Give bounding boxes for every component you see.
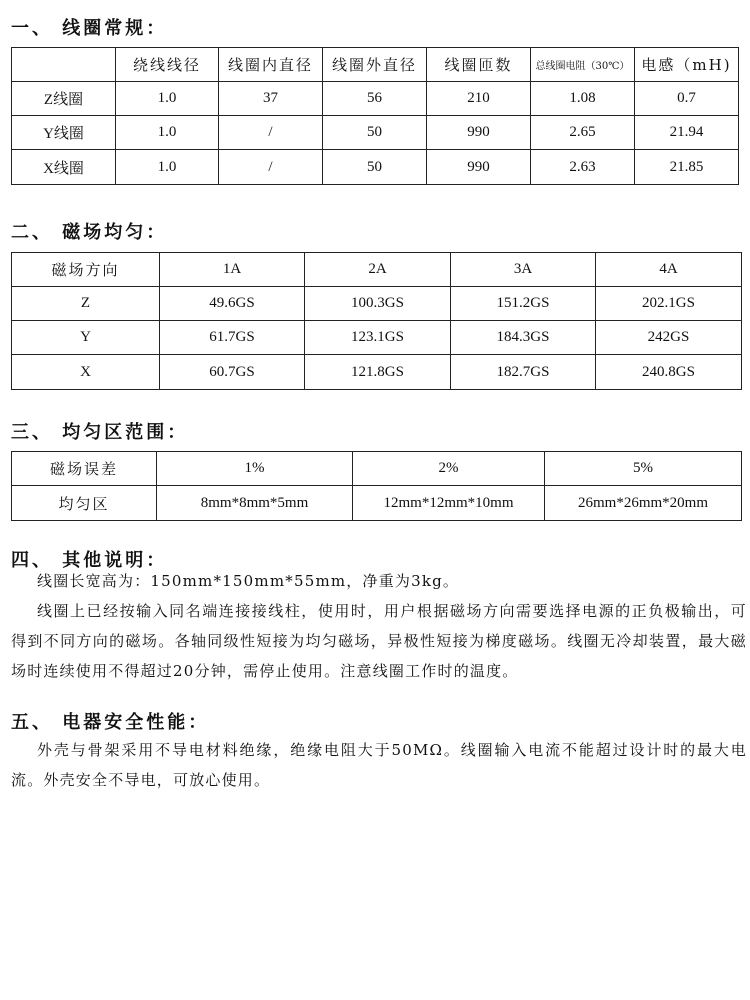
column-header: 线圈内直径: [219, 48, 323, 82]
other-notes: [11, 566, 747, 686]
paragraph: 线圈上已经按输入同名端连接接线柱，使用时，用户根据磁场方向需要选择电源的正负极输出，可得到不同方向的磁场。各轴同级性短接为均匀磁场，异极性短接为梯度磁场。线圈无冷却装置，最大磁场时连续使用不得超过20分钟，需停止使用。注意线圈工作时的温度。: [11, 602, 747, 680]
table-cell: 49.6GS: [160, 287, 305, 321]
coil-spec-table: [11, 47, 739, 185]
column-header: 线圈匝数: [427, 48, 531, 82]
table-cell: /: [219, 116, 323, 150]
table-row: [12, 82, 739, 116]
electrical-safety-notes: [11, 735, 747, 795]
table-row: [12, 321, 742, 355]
section-4-heading: 四、 其他说明：: [11, 550, 168, 571]
row-label: Y: [12, 321, 160, 355]
table-cell: 990: [427, 116, 531, 150]
table-cell: 1.0: [116, 116, 219, 150]
table-row: [12, 486, 742, 521]
column-header: 磁场方向: [12, 253, 160, 287]
table-cell: 123.1GS: [305, 321, 451, 355]
table-cell: 61.7GS: [160, 321, 305, 355]
table-cell: 21.85: [635, 150, 739, 185]
table-cell: 60.7GS: [160, 355, 305, 390]
table-cell: 8mm*8mm*5mm: [157, 486, 353, 521]
table-cell: 0.7: [635, 82, 739, 116]
section-2-heading: 二、 磁场均匀：: [11, 222, 168, 243]
table-cell: 210: [427, 82, 531, 116]
row-label: X线圈: [12, 150, 116, 185]
table-cell: 240.8GS: [596, 355, 742, 390]
column-header: 2A: [305, 253, 451, 287]
table-cell: 2.63: [531, 150, 635, 185]
column-header: 4A: [596, 253, 742, 287]
table-cell: 12mm*12mm*10mm: [353, 486, 545, 521]
table-row: [12, 452, 742, 486]
row-label: 磁场误差: [12, 452, 157, 486]
section-3-heading: 三、 均匀区范围：: [11, 422, 189, 443]
table-cell: 184.3GS: [451, 321, 596, 355]
table-cell: 21.94: [635, 116, 739, 150]
column-header: 总线圈电阻（30℃）: [531, 48, 635, 82]
table-cell: 121.8GS: [305, 355, 451, 390]
table-cell: 1.0: [116, 82, 219, 116]
row-label: X: [12, 355, 160, 390]
table-cell: 26mm*26mm*20mm: [545, 486, 742, 521]
column-header: 电感（mH): [635, 48, 739, 82]
table-row: [12, 287, 742, 321]
table-cell: 56: [323, 82, 427, 116]
table-cell: 151.2GS: [451, 287, 596, 321]
table-cell: 2%: [353, 452, 545, 486]
table-cell: 5%: [545, 452, 742, 486]
column-header: [12, 48, 116, 82]
column-header: 3A: [451, 253, 596, 287]
section-5-heading: 五、 电器安全性能：: [11, 712, 210, 733]
table-row: [12, 150, 739, 185]
table-cell: /: [219, 150, 323, 185]
column-header: 1A: [160, 253, 305, 287]
table-cell: 50: [323, 150, 427, 185]
field-uniformity-table: [11, 252, 742, 390]
row-label: 均匀区: [12, 486, 157, 521]
row-label: Z线圈: [12, 82, 116, 116]
row-label: Z: [12, 287, 160, 321]
table-cell: 100.3GS: [305, 287, 451, 321]
table-cell: 242GS: [596, 321, 742, 355]
table-cell: 990: [427, 150, 531, 185]
table-header-row: [12, 48, 739, 82]
table-cell: 50: [323, 116, 427, 150]
uniform-region-table: [11, 451, 742, 521]
table-cell: 182.7GS: [451, 355, 596, 390]
table-cell: 2.65: [531, 116, 635, 150]
paragraph: 线圈长宽高为：150mm*150mm*55mm，净重为3kg。: [37, 572, 460, 590]
table-header-row: [12, 253, 742, 287]
column-header: 绕线线径: [116, 48, 219, 82]
paragraph: 外壳与骨架采用不导电材料绝缘，绝缘电阻大于50MΩ。线圈输入电流不能超过设计时的最大电流。外壳安全不导电，可放心使用。: [11, 741, 747, 789]
table-row: [12, 116, 739, 150]
table-cell: 37: [219, 82, 323, 116]
column-header: 线圈外直径: [323, 48, 427, 82]
table-row: [12, 355, 742, 390]
table-cell: 1.08: [531, 82, 635, 116]
table-cell: 1%: [157, 452, 353, 486]
table-cell: 202.1GS: [596, 287, 742, 321]
table-cell: 1.0: [116, 150, 219, 185]
row-label: Y线圈: [12, 116, 116, 150]
section-1-heading: 一、 线圈常规：: [11, 18, 168, 39]
